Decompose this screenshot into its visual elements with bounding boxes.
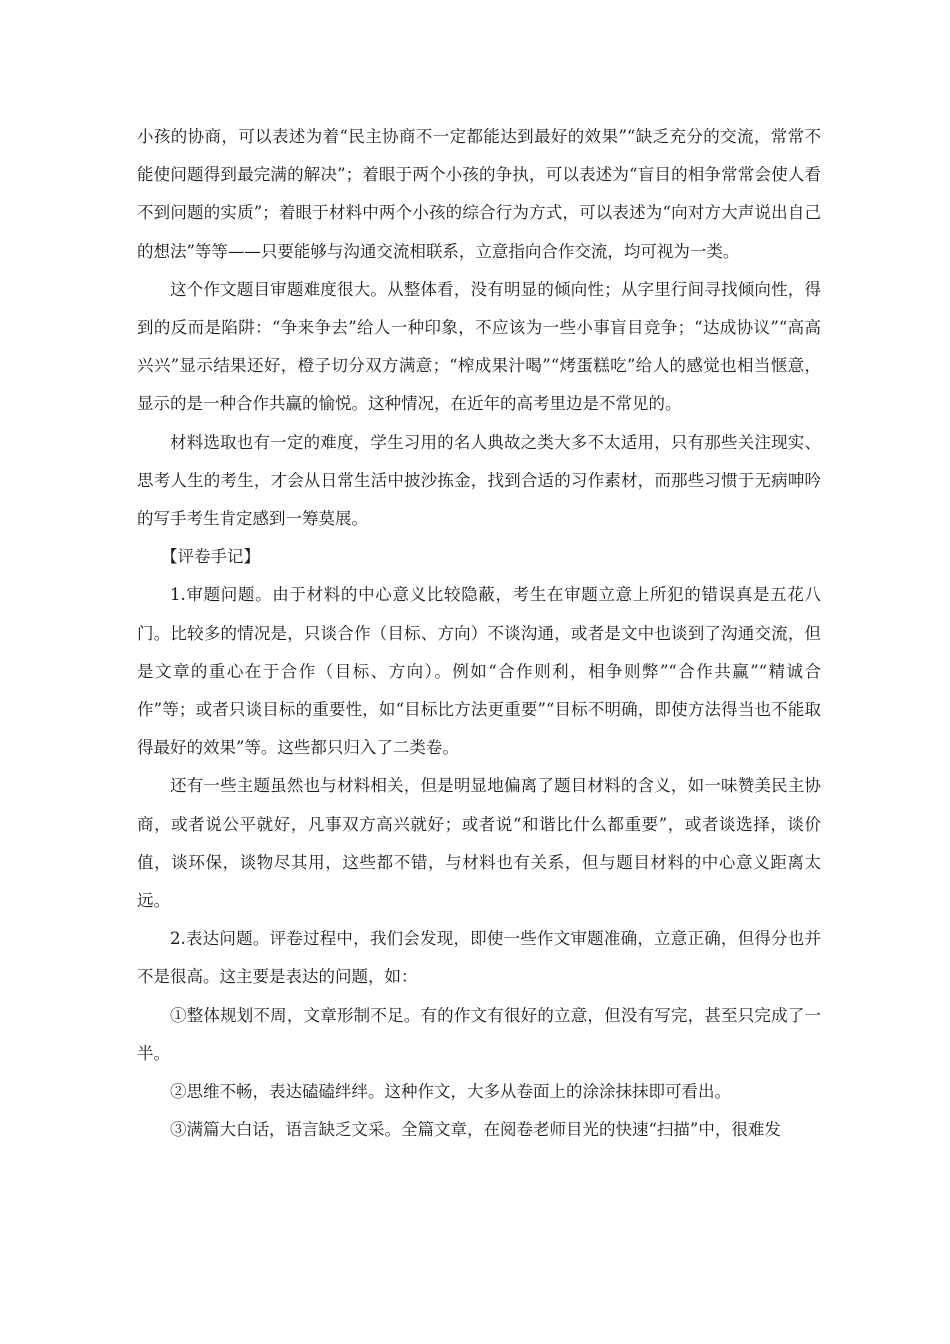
document-body <box>137 118 821 1149</box>
paragraph-difficulty: 这个作文题目审题难度很大。从整体看，没有明显的倾向性；从字里行间寻找倾向性，得到的反而是陷阱：“争来争去”给人一种印象，不应该为一些小事盲目竞争；“达成协议”“高高兴兴”显示结果还好，橙子切分双方满意；“榨成果汁喝”“烤蛋糕吃”给人的感觉也相当惬意，显示的是一种合作共赢的愉悦。这种情况，在近年的高考里边是不常见的。 <box>137 279 821 414</box>
section-heading: 【评卷手记】 <box>161 547 260 567</box>
paragraph-material: 材料选取也有一定的难度，学生习用的名人典故之类大多不太适用，只有那些关注现实、思考人生的考生，才会从日常生活中披沙拣金，找到合适的习作素材，而那些习惯于无病呻吟的写手考生肯定感到一筹莫展。 <box>137 432 821 529</box>
paragraph-continuation: 小孩的协商，可以表述为着“民主协商不一定都能达到最好的效果”“缺乏充分的交流，常常不能使问题得到最完满的解决”；着眼于两个小孩的争执，可以表述为“盲目的相争常常会使人看不到问题的实质”；着眼于材料中两个小孩的综合行为方式，可以表述为“向对方大声说出自己的想法”等等——只要能够与沟通交流相联系，立意指向合作交流，均可视为一类。 <box>137 127 821 261</box>
list-item-1: ①整体规划不周，文章形制不足。有的作文有很好的立意，但没有写完，甚至只完成了一半。 <box>137 1005 821 1063</box>
paragraph-expression-issue: 2.表达问题。评卷过程中，我们会发现，即使一些作文审题准确，立意正确，但得分也并不是很高。这主要是表达的问题，如： <box>137 929 821 987</box>
list-item-2: ②思维不畅，表达磕磕绊绊。这种作文，大多从卷面上的涂涂抹抹即可看出。 <box>170 1082 731 1102</box>
paragraph-topic-deviation: 还有一些主题虽然也与材料相关，但是明显地偏离了题目材料的含义，如一味赞美民主协商，或者说公平就好，凡事双方高兴就好；或者说“和谐比什么都重要”，或者谈选择，谈价值，谈环保，谈物尽其用，这些都不错，与材料也有关系，但与题目材料的中心意义距离太远。 <box>137 776 821 911</box>
paragraph-topic-issue: 1.审题问题。由于材料的中心意义比较隐蔽，考生在审题立意上所犯的错误真是五花八门。比较多的情况是，只谈合作（目标、方向）不谈沟通，或者是文中也谈到了沟通交流，但是文章的重心在于合作（目标、方向）。例如“合作则利，相争则弊”“合作共赢”“精诚合作”等；或者只谈目标的重要性，如“目标比方法更重要”“目标不明确，即使方法得当也不能取得最好的效果”等。这些都只归入了二类卷。 <box>137 585 821 758</box>
list-item-3: ③满篇大白话，语言缺乏文采。全篇文章，在阅卷老师目光的快速“扫描”中，很难发 <box>170 1120 781 1140</box>
